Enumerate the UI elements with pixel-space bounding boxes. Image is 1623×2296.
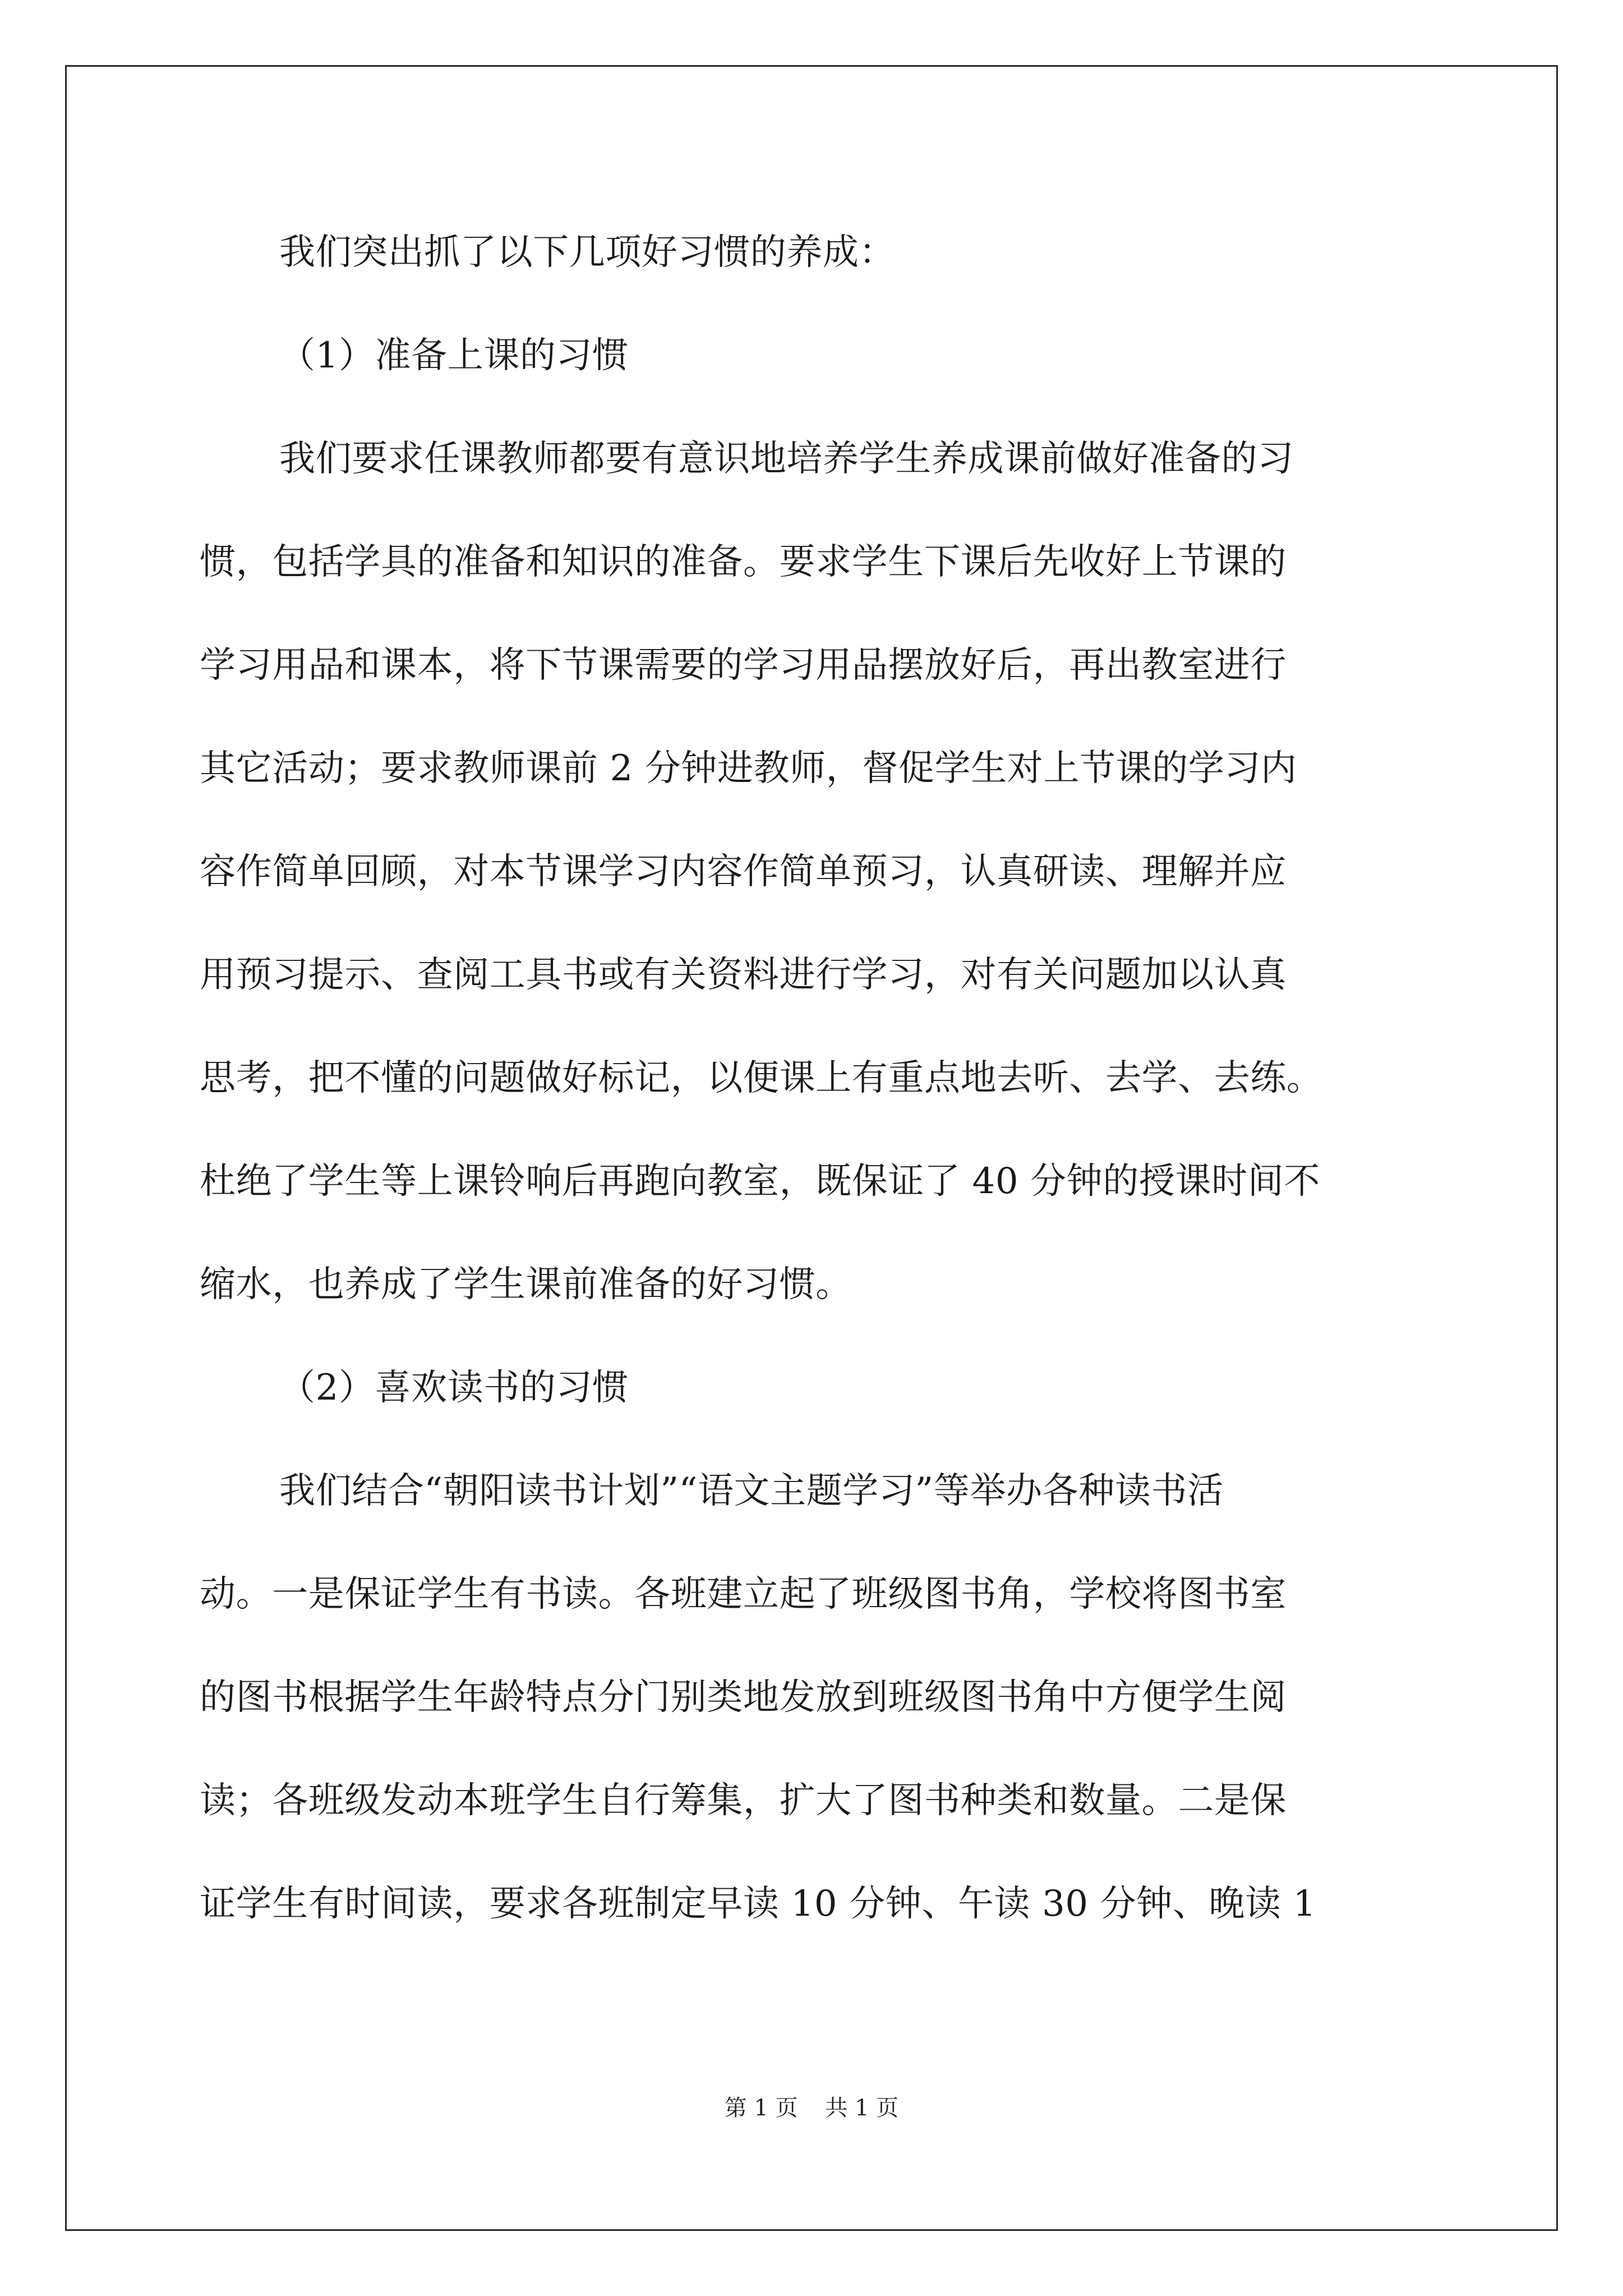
paragraph-line: 用预习提示、查阅工具书或有关资料进行学习，对有关问题加以认真 <box>200 954 1287 996</box>
heading-prepare-class: （1）准备上课的习惯 <box>279 335 629 376</box>
paragraph-line: 其它活动；要求教师课前 2 分钟进教师，督促学生对上节课的学习内 <box>200 748 1297 789</box>
page-number: 第 1 页 <box>724 2095 798 2121</box>
paragraph-line: 证学生有时间读，要求各班制定早读 10 分钟、午读 30 分钟、晚读 1 <box>200 1883 1316 1925</box>
paragraph-line: 杜绝了学生等上课铃响后再跑向教室，既保证了 40 分钟的授课时间不 <box>200 1161 1320 1202</box>
heading-reading-habit: （2）喜欢读书的习惯 <box>279 1367 629 1409</box>
paragraph-line: 的图书根据学生年龄特点分门别类地发放到班级图书角中方便学生阅 <box>200 1677 1287 1718</box>
paragraph-line: 惯，包括学具的准备和知识的准备。要求学生下课后先收好上节课的 <box>200 541 1287 583</box>
page-footer <box>0 2092 1623 2124</box>
paragraph-line: 缩水，也养成了学生课前准备的好习惯。 <box>200 1264 852 1305</box>
paragraph-line: 容作简单回顾，对本节课学习内容作简单预习，认真研读、理解并应 <box>200 851 1287 892</box>
paragraph-line: 动。一是保证学生有书读。各班建立起了班级图书角，学校将图书室 <box>200 1573 1287 1615</box>
paragraph-line: 我们要求任课教师都要有意识地培养学生养成课前做好准备的习 <box>279 438 1294 480</box>
paragraph-line: 思考，把不懂的问题做好标记，以便课上有重点地去听、去学、去练。 <box>200 1057 1323 1099</box>
paragraph-intro: 我们突出抓了以下几项好习惯的养成： <box>279 232 896 273</box>
page-total: 共 1 页 <box>825 2095 899 2121</box>
paragraph-line: 我们结合“朝阳读书计划”“语文主题学习”等举办各种读书活 <box>279 1470 1224 1512</box>
paragraph-line: 读；各班级发动本班学生自行筹集，扩大了图书种类和数量。二是保 <box>200 1780 1287 1821</box>
paragraph-line: 学习用品和课本，将下节课需要的学习用品摆放好后，再出教室进行 <box>200 645 1287 686</box>
